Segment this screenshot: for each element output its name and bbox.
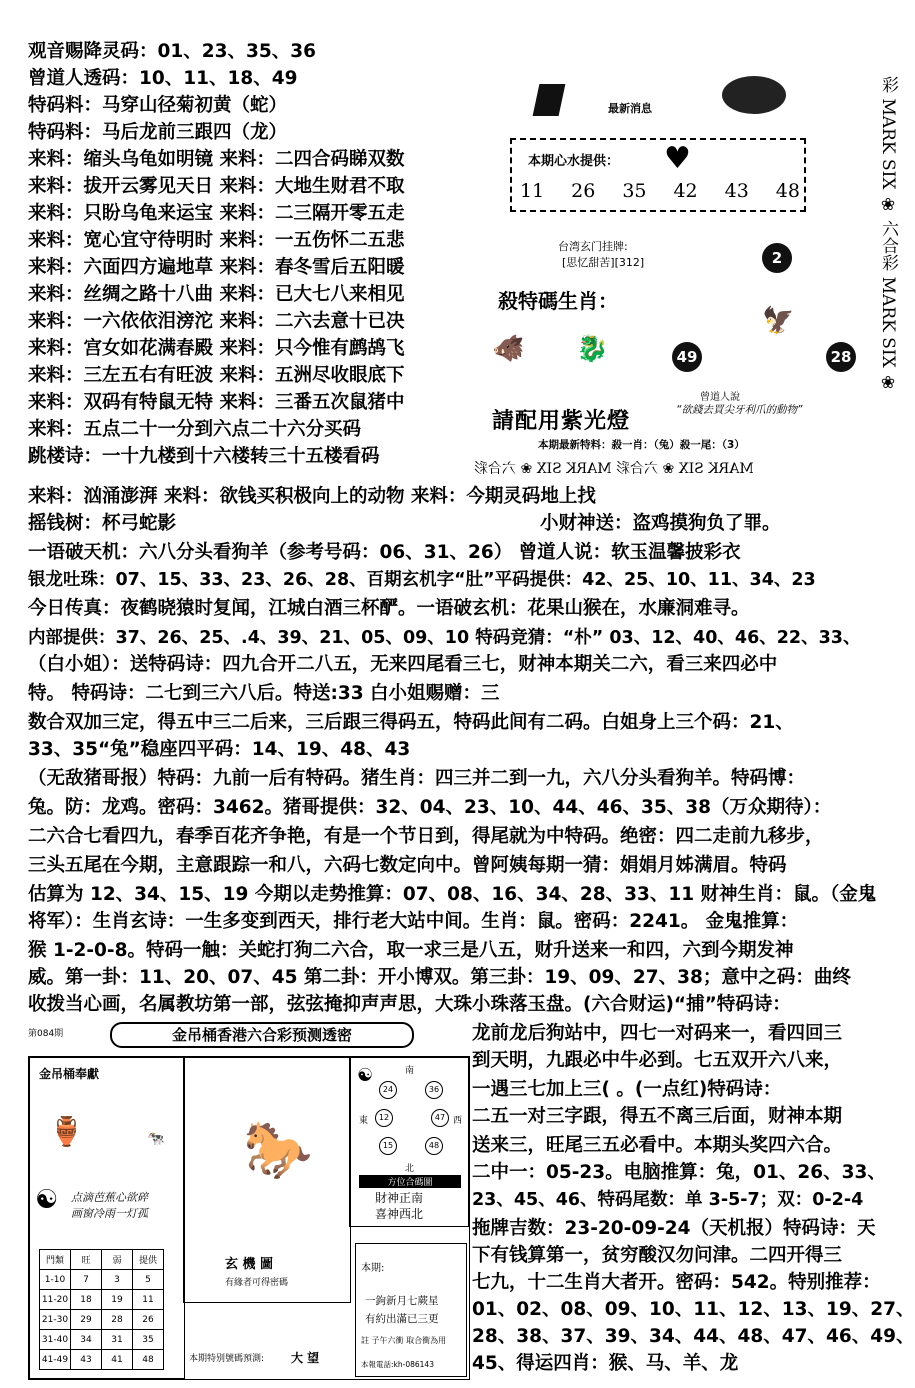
circle-number: 28 bbox=[826, 342, 856, 372]
text-line: 观音赐降灵码：01、23、35、36 bbox=[28, 41, 316, 62]
text-line: 银龙吐珠：07、15、33、23、26、28、百期玄机字“肚”平码提供：42、25、10、11、34、23 bbox=[28, 570, 816, 590]
table-cell: 11-20 bbox=[40, 1290, 71, 1310]
taiwan-code: [思忆甜苦][312] bbox=[562, 256, 645, 269]
text-line: 猴 1-2-0-8。特码一触：关蛇打狗二六合，取一求三是八五，财升送来一和四，六到今期发神 bbox=[28, 940, 794, 961]
text-line: （白小姐）：送特码诗：四九合开二八五，无来四尾看三七，财神本期关二六，看三来四必中 bbox=[28, 654, 778, 675]
ad-banner: 金吊桶香港六合彩预测透密 bbox=[110, 1022, 414, 1048]
poem-line: 画窗冷雨一灯孤 bbox=[71, 1207, 148, 1220]
table-header: 提供 bbox=[133, 1250, 164, 1270]
table-cell: 18 bbox=[71, 1290, 102, 1310]
heart-label: 本期心水提供： bbox=[528, 154, 620, 169]
text-line: 估算为 12、34、15、19 今期以走势推算：07、08、16、34、28、33、11 财神生肖：鼠。（金鬼 bbox=[28, 884, 877, 905]
circle-number: 2 bbox=[762, 243, 792, 273]
circle-number: 49 bbox=[672, 342, 702, 372]
text-line: 拖牌吉数：23-20-09-24（天机报）特码诗：天 bbox=[472, 1218, 876, 1239]
text-line: 45、得运四肖：猴、马、羊、龙 bbox=[472, 1353, 739, 1374]
thumb-logo-icon bbox=[533, 84, 566, 116]
heart-number: 35 bbox=[622, 180, 647, 202]
table-cell: 43 bbox=[71, 1350, 102, 1370]
mark-six-strip: MARK SIX ❀ 六合彩 MARK SIX ❀ 六合彩 bbox=[474, 461, 754, 477]
direction-title: 方位合碼圖 bbox=[359, 1175, 461, 1188]
text-line: 来料：一六依依泪滂沱 来料：二六去意十已决 bbox=[28, 311, 405, 332]
text-line: 二五一对三字跟，得五不离三后面，财神本期 bbox=[472, 1106, 843, 1127]
text-line: 到天明，九跟必中牛必到。七五双开六八来， bbox=[472, 1050, 843, 1071]
text-line: 01、02、08、09、10、11、12、13、19、27、 bbox=[472, 1299, 915, 1320]
text-line: 来料：只盼乌龟来运宝 来料：二三隔开零五走 bbox=[28, 203, 405, 224]
kill-zodiac-title: 殺特碼生肖： bbox=[498, 289, 618, 313]
table-cell: 7 bbox=[71, 1270, 102, 1290]
compass-east: 東 bbox=[359, 1116, 369, 1126]
text-line: 来料：宽心宜守待明时 来料：一五伤怀二五悲 bbox=[28, 230, 405, 251]
text-line: 跳楼诗：一十九楼到十六楼转三十五楼看码 bbox=[28, 446, 380, 467]
gift-label: 金吊桶奉獻 bbox=[39, 1067, 100, 1081]
latest-special: 本期最新特料：殺一肖：（兔）殺一尾：（3） bbox=[538, 439, 745, 451]
text-line: 七九，十二生肖大者开。密码：542。特别推荐： bbox=[472, 1272, 881, 1293]
table-header: 旺 bbox=[71, 1250, 102, 1270]
text-line: 一遇三七加上三( 。(一点红)特码诗： bbox=[472, 1079, 782, 1100]
phone-number: 本報電話:kh-086143 bbox=[361, 1360, 434, 1369]
text-line: 28、38、37、39、34、44、48、47、46、49、 bbox=[472, 1326, 915, 1347]
compass-number: 12 bbox=[375, 1109, 393, 1127]
text-line: 23、45、46、特码尾数：单 3-5-7；双：0-2-4 bbox=[472, 1190, 864, 1210]
purple-light-note: 請配用紫光燈 bbox=[492, 408, 631, 434]
text-line: 来料：缩头乌龟如明镜 来料：二四合码睇双数 bbox=[28, 149, 405, 170]
issue-number: 第084期 bbox=[28, 1029, 64, 1039]
direction-line: 財神正南 bbox=[375, 1191, 424, 1205]
text-line: 三头五尾在今期，主意跟踪一和八，六码七数定向中。曾阿姨每期一猜：娟娟月姊满眉。特码 bbox=[28, 855, 787, 876]
text-line: 特码料：马后龙前三跟四（龙） bbox=[28, 122, 288, 143]
heart-number: 42 bbox=[673, 180, 698, 202]
text-line: 收拨当心画，名属教坊第一部，弦弦掩抑声声思，大珠小珠落玉盘。(六合财运)“捕”特码诗： bbox=[28, 994, 791, 1015]
text-line: 33、35“兔”稳座四平码：14、19、48、43 bbox=[28, 739, 411, 760]
table-cell: 31-40 bbox=[40, 1330, 71, 1350]
cow-icon: 🐄 bbox=[147, 1131, 165, 1147]
table-cell: 19 bbox=[102, 1290, 133, 1310]
special-number-label: 本期特别號碼預測: bbox=[189, 1354, 265, 1364]
special-number-value: 大 望 bbox=[291, 1351, 320, 1365]
compass-north: 北 bbox=[405, 1164, 415, 1174]
pig-icon: 🐗 bbox=[492, 334, 525, 364]
table-header: 門類 bbox=[40, 1250, 71, 1270]
prediction-table bbox=[39, 1249, 164, 1370]
horse-icon: 🐎 bbox=[243, 1118, 313, 1183]
ad-panel bbox=[28, 1056, 470, 1380]
table-cell: 3 bbox=[102, 1270, 133, 1290]
text-line: 特。 特码诗：二七到三六八后。特送:33 白小姐赐赠：三 bbox=[28, 683, 500, 704]
text-line: 下有钱算第一，贫穷酸汉勿问津。二四开得三 bbox=[472, 1245, 843, 1266]
table-cell: 29 bbox=[71, 1310, 102, 1330]
text-line: 来料：三左五右有旺波 来料：五洲尽收眼底下 bbox=[28, 365, 405, 386]
compass-west: 西 bbox=[453, 1116, 463, 1126]
text-line: 将军）：生肖玄诗：一生多变到西天，排行老大站中间。生肖：鼠。密码：2241。 金鬼推算： bbox=[28, 911, 799, 932]
xuanji-title: 玄 機 圖 bbox=[225, 1257, 274, 1272]
text-line: 兔。防：龙鸡。密码：3462。猪哥提供：32、04、23、10、44、46、35、38（万众期待）： bbox=[28, 797, 832, 818]
text-line: 内部提供：37、26、25、.4、39、21、05、09、10 特码竞猜：“朴” 03、12、40、46、22、33、 bbox=[28, 628, 861, 648]
heart-number: 11 bbox=[520, 180, 545, 202]
table-cell: 21-30 bbox=[40, 1310, 71, 1330]
text-line: 来料：汹涌澎湃 来料：欲钱买积极向上的动物 来料：今期灵码地上找 bbox=[28, 486, 596, 507]
tsang-says: 曾道人說 bbox=[700, 392, 740, 403]
text-line: 龙前龙后狗站中，四七一对码来一，看四回三 bbox=[472, 1023, 843, 1044]
text-line: 送来三，旺尾三五必看中。本期头奖四六合。 bbox=[472, 1135, 843, 1156]
taiwan-label: 台湾玄门挂牌: bbox=[558, 240, 628, 253]
benqi-label: 本期: bbox=[361, 1263, 385, 1274]
table-cell: 48 bbox=[133, 1350, 164, 1370]
text-line: 一语破天机：六八分头看狗羊（参考号码：06、31、26） 曾道人说：软玉温馨披彩衣 bbox=[28, 542, 741, 563]
brand-logo-icon bbox=[722, 76, 786, 114]
heart-number: 26 bbox=[571, 180, 596, 202]
compass-south: 南 bbox=[405, 1066, 415, 1076]
table-header: 弱 bbox=[102, 1250, 133, 1270]
table-cell: 41-49 bbox=[40, 1350, 71, 1370]
text-line: 摇钱树：杯弓蛇影 bbox=[28, 513, 177, 534]
heart-number: 48 bbox=[775, 180, 800, 202]
heart-number-list bbox=[520, 180, 800, 202]
text-line: 来料：双码有特鼠无特 来料：三番五次鼠猪中 bbox=[28, 392, 405, 413]
table-cell: 5 bbox=[133, 1270, 164, 1290]
heart-numbers-box bbox=[510, 138, 806, 212]
text-line: 今日传真：夜鹤晓猿时复闻，江城白酒三杯酽。一语破玄机：花果山猴在，水廉洞难寻。 bbox=[28, 598, 750, 619]
poem-line: 点滴芭蕉心欲碎 bbox=[71, 1191, 148, 1204]
verse-line: 有約出滿已三更 bbox=[365, 1313, 439, 1325]
text-line: 来料：丝绸之路十八曲 来料：已大七八来相见 bbox=[28, 284, 405, 305]
bucket-icon: 🏺 bbox=[49, 1115, 84, 1148]
table-cell: 34 bbox=[71, 1330, 102, 1350]
table-cell: 31 bbox=[102, 1330, 133, 1350]
text-line: 来料：宫女如花满春殿 来料：只今惟有鹧鸪飞 bbox=[28, 338, 405, 359]
table-cell: 28 bbox=[102, 1310, 133, 1330]
heart-number: 43 bbox=[724, 180, 749, 202]
text-line: 特码料：马穿山径菊初黄（蛇） bbox=[28, 95, 288, 116]
text-line: 来料：拔开云雾见天日 来料：大地生财君不取 bbox=[28, 176, 405, 197]
text-line: 威。第一卦：11、20、07、45 第二卦：开小博双。第三卦：19、09、27、38；意中之码：曲终 bbox=[28, 967, 851, 988]
dragon-icon: 🐉 bbox=[576, 334, 609, 364]
text-line: 来料：五点二十一分到六点二十六分买码 bbox=[28, 419, 362, 440]
verse-note: 註 子午六衝 取合衝為用 bbox=[361, 1336, 447, 1345]
xuanji-subtitle: 有緣者可得密碼 bbox=[225, 1278, 289, 1288]
side-mark-six: 彩 MARK SIX ❀ 六合彩 MARK SIX ❀ bbox=[878, 76, 898, 394]
direction-line: 喜神西北 bbox=[375, 1207, 424, 1221]
compass-number: 15 bbox=[379, 1137, 397, 1155]
table-cell: 35 bbox=[133, 1330, 164, 1350]
xiaocai-line: 小财神送：盗鸡摸狗负了罪。 bbox=[540, 513, 781, 534]
text-line: （无敌猪哥报）特码：九前一后有特码。猪生肖：四三并二到一九，六八分头看狗羊。特码博： bbox=[28, 768, 806, 789]
compass-number: 48 bbox=[425, 1137, 443, 1155]
table-cell: 11 bbox=[133, 1290, 164, 1310]
tsang-quote: “欲錢去買尖牙利爪的動物” bbox=[676, 404, 803, 416]
heart-icon: ♥ bbox=[664, 141, 691, 176]
table-cell: 41 bbox=[102, 1350, 133, 1370]
compass-number: 36 bbox=[425, 1081, 443, 1099]
compass-number: 24 bbox=[379, 1081, 397, 1099]
text-line: 二中一：05-23。电脑推算：兔，01、26、33、 bbox=[472, 1162, 886, 1183]
table-cell: 1-10 bbox=[40, 1270, 71, 1290]
compass-number: 47 bbox=[431, 1109, 449, 1127]
text-line: 数合双加三定，得五中三二后来，三后跟三得码五，特码此间有二码。白姐身上三个码：21、 bbox=[28, 712, 794, 733]
table-cell: 26 bbox=[133, 1310, 164, 1330]
yinyang-icon: ☯ bbox=[35, 1185, 59, 1215]
bagua-icon: ☯ bbox=[357, 1065, 374, 1086]
bird-icon: 🦅 bbox=[762, 306, 795, 336]
text-line: 二六合七看四九，春季百花齐争艳，有是一个节日到，得尾就为中特码。绝密：四二走前九移步， bbox=[28, 826, 824, 847]
text-line: 曾道人透码：10、11、18、49 bbox=[28, 68, 298, 89]
verse-line: 一鉤新月七蕨星 bbox=[365, 1295, 439, 1307]
text-line: 来料：六面四方遍地草 来料：春冬雪后五阳暖 bbox=[28, 257, 405, 278]
latest-news: 最新消息 bbox=[608, 102, 652, 115]
